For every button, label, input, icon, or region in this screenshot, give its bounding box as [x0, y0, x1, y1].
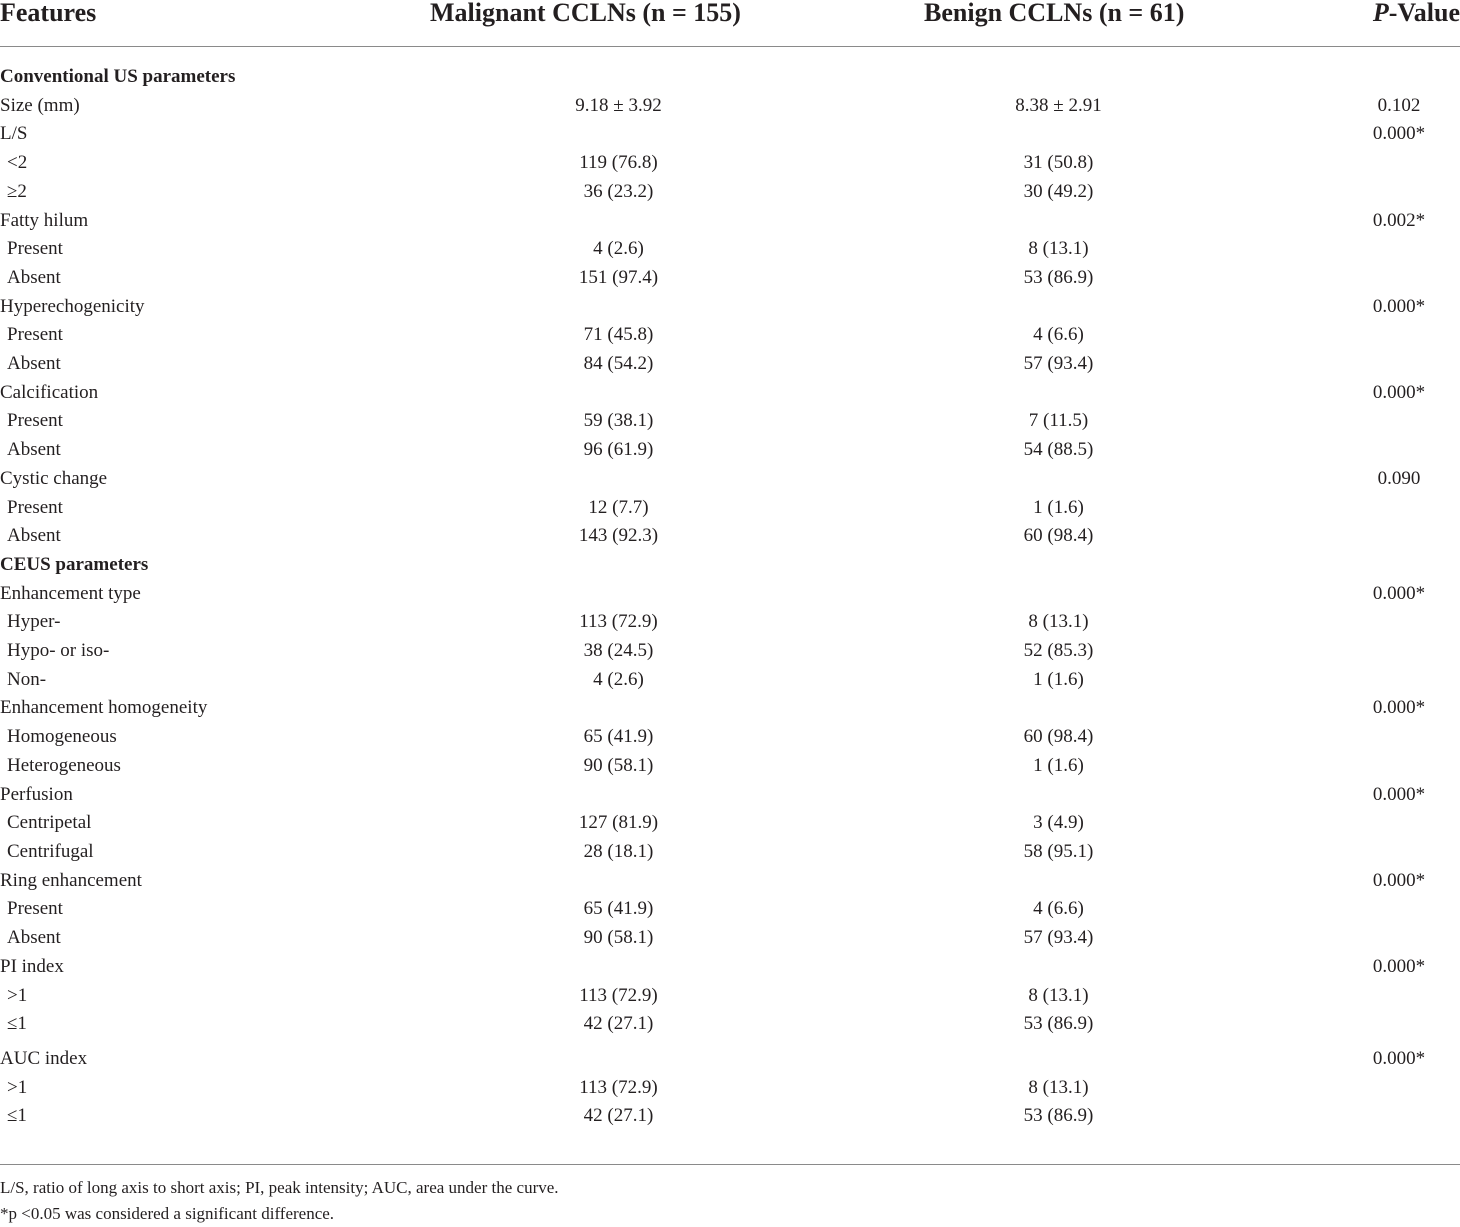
header-p-value	[1320, 0, 1460, 47]
benign-value-cell	[800, 494, 1320, 523]
table-row	[0, 264, 1460, 293]
benign-value: 30 (49.2)	[1023, 180, 1094, 202]
p-value: 0.000*	[1372, 582, 1426, 604]
benign-value-cell	[800, 379, 1320, 408]
feature-label: Centrifugal	[7, 840, 94, 862]
benign-value-cell	[800, 436, 1320, 465]
feature-label: AUC index	[0, 1047, 88, 1069]
table-row	[0, 1045, 1460, 1074]
table-row	[0, 178, 1460, 207]
p-value-cell	[1320, 809, 1460, 838]
table-row	[0, 149, 1460, 178]
malignant-value-cell	[380, 637, 800, 666]
table-row	[0, 235, 1460, 264]
benign-value: 8 (13.1)	[1028, 611, 1089, 633]
table-row	[0, 924, 1460, 953]
benign-value: 7 (11.5)	[1028, 410, 1089, 432]
feature-label: Present	[7, 496, 63, 518]
benign-value-cell	[800, 1074, 1320, 1103]
p-value-cell	[1320, 436, 1460, 465]
p-value: 0.102	[1377, 94, 1421, 116]
malignant-value: 113 (72.9)	[579, 611, 658, 633]
benign-value-cell	[800, 149, 1320, 178]
benign-value: 53 (86.9)	[1023, 1013, 1094, 1035]
feature-label: Hyperechogenicity	[0, 295, 145, 317]
malignant-value-cell	[380, 92, 800, 121]
malignant-value: 4 (2.6)	[593, 668, 644, 690]
section-row	[0, 63, 1460, 92]
benign-value-cell	[800, 781, 1320, 810]
malignant-value-cell	[380, 1045, 800, 1074]
benign-value-cell	[800, 953, 1320, 982]
benign-value: 58 (95.1)	[1023, 840, 1094, 862]
malignant-value: 12 (7.7)	[588, 496, 649, 518]
feature-label: Cystic change	[0, 467, 108, 489]
benign-value-cell	[800, 350, 1320, 379]
p-value-cell	[1320, 350, 1460, 379]
malignant-value-cell	[380, 494, 800, 523]
table-row	[0, 293, 1460, 322]
feature-label: Absent	[7, 439, 61, 461]
table-row	[0, 895, 1460, 924]
benign-value-cell	[800, 264, 1320, 293]
table-row	[0, 666, 1460, 695]
p-value-cell	[1320, 494, 1460, 523]
benign-value-cell	[800, 580, 1320, 609]
malignant-value: 9.18 ± 3.92	[575, 94, 662, 116]
benign-value-cell	[800, 867, 1320, 896]
table-row	[0, 379, 1460, 408]
benign-value: 8 (13.1)	[1028, 984, 1089, 1006]
malignant-value-cell	[380, 694, 800, 723]
benign-value-cell	[800, 92, 1320, 121]
malignant-value: 65 (41.9)	[583, 726, 654, 748]
benign-value: 53 (86.9)	[1023, 266, 1094, 288]
p-value-cell	[1320, 953, 1460, 982]
p-value-cell	[1320, 321, 1460, 350]
malignant-value-cell	[380, 895, 800, 924]
benign-value: 4 (6.6)	[1033, 898, 1084, 920]
benign-value-cell	[800, 407, 1320, 436]
malignant-value-cell	[380, 723, 800, 752]
benign-value: 53 (86.9)	[1023, 1105, 1094, 1127]
malignant-value-cell	[380, 924, 800, 953]
malignant-value-cell	[380, 293, 800, 322]
malignant-value-cell	[380, 264, 800, 293]
benign-value-cell	[800, 838, 1320, 867]
header-features: Features	[0, 0, 380, 47]
section-label: Conventional US parameters	[0, 66, 236, 87]
feature-label: ≤1	[7, 1105, 27, 1127]
table-row	[0, 436, 1460, 465]
malignant-value: 151 (97.4)	[578, 266, 659, 288]
p-value-cell	[1320, 924, 1460, 953]
p-value-cell	[1320, 551, 1460, 580]
malignant-value: 84 (54.2)	[583, 353, 654, 375]
malignant-value: 113 (72.9)	[579, 984, 658, 1006]
p-value-cell	[1320, 92, 1460, 121]
feature-label: Enhancement type	[0, 582, 141, 604]
feature-label: ≤1	[7, 1013, 27, 1035]
p-value: 0.000*	[1372, 783, 1426, 805]
malignant-value-cell	[380, 465, 800, 494]
p-value-cell	[1320, 149, 1460, 178]
benign-value-cell	[800, 1045, 1320, 1074]
benign-value-cell	[800, 465, 1320, 494]
feature-label: Fatty hilum	[0, 209, 89, 231]
feature-label: Present	[7, 410, 63, 432]
header-benign: Benign CCLNs (n = 61)	[800, 0, 1320, 47]
p-value-cell	[1320, 1045, 1460, 1074]
benign-value-cell	[800, 63, 1320, 92]
feature-label: <2	[7, 152, 28, 174]
p-value-cell	[1320, 838, 1460, 867]
p-value-cell	[1320, 407, 1460, 436]
header-p-rest: -Value	[1388, 0, 1460, 27]
p-value-cell	[1320, 1010, 1460, 1039]
p-value-cell	[1320, 293, 1460, 322]
benign-value: 1 (1.6)	[1033, 668, 1084, 690]
p-value-cell	[1320, 264, 1460, 293]
malignant-value-cell	[380, 522, 800, 551]
p-value-cell	[1320, 637, 1460, 666]
benign-value: 3 (4.9)	[1033, 812, 1084, 834]
malignant-value-cell	[380, 608, 800, 637]
footnotes	[0, 1175, 559, 1227]
table-row	[0, 321, 1460, 350]
malignant-value: 96 (61.9)	[583, 439, 654, 461]
p-value: 0.000*	[1372, 123, 1426, 145]
table-row	[0, 694, 1460, 723]
p-value-cell	[1320, 580, 1460, 609]
malignant-value-cell	[380, 436, 800, 465]
p-value-cell	[1320, 867, 1460, 896]
malignant-value: 38 (24.5)	[583, 640, 654, 662]
p-value-cell	[1320, 120, 1460, 149]
malignant-value: 28 (18.1)	[583, 840, 654, 862]
benign-value: 54 (88.5)	[1023, 439, 1094, 461]
malignant-value-cell	[380, 321, 800, 350]
benign-value-cell	[800, 178, 1320, 207]
benign-value-cell	[800, 1102, 1320, 1131]
p-value: 0.000*	[1372, 1047, 1426, 1069]
table-row	[0, 580, 1460, 609]
feature-label: Ring enhancement	[0, 869, 142, 891]
feature-label: Absent	[7, 266, 61, 288]
malignant-value: 119 (76.8)	[579, 152, 658, 174]
p-value-cell	[1320, 63, 1460, 92]
benign-value: 8 (13.1)	[1028, 1076, 1089, 1098]
spacer-row	[0, 47, 1460, 64]
malignant-value-cell	[380, 666, 800, 695]
malignant-value-cell	[380, 235, 800, 264]
p-value-cell	[1320, 608, 1460, 637]
feature-label: Absent	[7, 927, 61, 949]
benign-value: 60 (98.4)	[1023, 726, 1094, 748]
table-row	[0, 1010, 1460, 1039]
benign-value-cell	[800, 321, 1320, 350]
malignant-value-cell	[380, 1102, 800, 1131]
p-value-cell	[1320, 781, 1460, 810]
header-row	[0, 0, 1460, 47]
benign-value-cell	[800, 608, 1320, 637]
table-row	[0, 781, 1460, 810]
benign-value: 57 (93.4)	[1023, 927, 1094, 949]
p-value-cell	[1320, 1102, 1460, 1131]
header-malignant: Malignant CCLNs (n = 155)	[380, 0, 800, 47]
feature-label: Absent	[7, 525, 61, 547]
table-row	[0, 207, 1460, 236]
malignant-value-cell	[380, 551, 800, 580]
malignant-value-cell	[380, 752, 800, 781]
section-row	[0, 551, 1460, 580]
malignant-value-cell	[380, 407, 800, 436]
benign-value-cell	[800, 666, 1320, 695]
malignant-value-cell	[380, 982, 800, 1011]
table-row	[0, 982, 1460, 1011]
malignant-value-cell	[380, 1010, 800, 1039]
benign-value: 4 (6.6)	[1033, 324, 1084, 346]
table-row	[0, 1102, 1460, 1131]
benign-value-cell	[800, 207, 1320, 236]
malignant-value: 59 (38.1)	[583, 410, 654, 432]
table-row	[0, 867, 1460, 896]
p-value: 0.000*	[1372, 697, 1426, 719]
table-row	[0, 120, 1460, 149]
p-value: 0.000*	[1372, 869, 1426, 891]
benign-value-cell	[800, 723, 1320, 752]
section-label: CEUS parameters	[0, 553, 149, 575]
table-row	[0, 350, 1460, 379]
malignant-value-cell	[380, 809, 800, 838]
p-value-cell	[1320, 522, 1460, 551]
p-value-cell	[1320, 694, 1460, 723]
benign-value-cell	[800, 924, 1320, 953]
feature-label: >1	[7, 984, 28, 1006]
feature-label: Centripetal	[7, 812, 92, 834]
malignant-value: 71 (45.8)	[583, 324, 654, 346]
malignant-value-cell	[380, 63, 800, 92]
table-header	[0, 0, 1460, 47]
benign-value: 52 (85.3)	[1023, 640, 1094, 662]
malignant-value: 65 (41.9)	[583, 898, 654, 920]
malignant-value: 90 (58.1)	[583, 754, 654, 776]
p-value-cell	[1320, 752, 1460, 781]
malignant-value: 90 (58.1)	[583, 927, 654, 949]
feature-label: Size (mm)	[0, 94, 80, 116]
p-value-cell	[1320, 666, 1460, 695]
benign-value: 57 (93.4)	[1023, 353, 1094, 375]
feature-label: PI index	[0, 955, 64, 977]
malignant-value: 113 (72.9)	[579, 1076, 658, 1098]
feature-label: Present	[7, 238, 63, 260]
feature-label: Hypo- or iso-	[7, 640, 110, 662]
table-row	[0, 752, 1460, 781]
table-row	[0, 838, 1460, 867]
table-row	[0, 637, 1460, 666]
p-value-cell	[1320, 465, 1460, 494]
feature-label: Hyper-	[7, 611, 61, 633]
benign-value: 60 (98.4)	[1023, 525, 1094, 547]
footnote-significance: *p <0.05 was considered a significant difference.	[0, 1204, 335, 1223]
benign-value-cell	[800, 809, 1320, 838]
p-value: 0.000*	[1372, 955, 1426, 977]
p-value: 0.000*	[1372, 295, 1426, 317]
feature-label: Absent	[7, 353, 61, 375]
table-row	[0, 608, 1460, 637]
benign-value-cell	[800, 752, 1320, 781]
malignant-value-cell	[380, 350, 800, 379]
benign-value: 8 (13.1)	[1028, 238, 1089, 260]
feature-label: Heterogeneous	[7, 754, 121, 776]
benign-value: 31 (50.8)	[1023, 152, 1094, 174]
feature-label: L/S	[0, 123, 28, 145]
benign-value-cell	[800, 551, 1320, 580]
table-row	[0, 407, 1460, 436]
p-value: 0.002*	[1372, 209, 1426, 231]
table-row	[0, 953, 1460, 982]
feature-label: Perfusion	[0, 783, 73, 805]
malignant-value-cell	[380, 1074, 800, 1103]
feature-label: Enhancement homogeneity	[0, 697, 208, 719]
p-value-cell	[1320, 723, 1460, 752]
header-p-italic: P	[1372, 0, 1389, 27]
feature-label: Present	[7, 324, 63, 346]
footnote-abbreviations: L/S, ratio of long axis to short axis; PI, peak intensity; AUC, area under the curve.	[0, 1178, 559, 1197]
table-row	[0, 465, 1460, 494]
feature-label: ≥2	[7, 180, 27, 202]
feature-label: Calcification	[0, 381, 99, 403]
table-body	[0, 47, 1460, 1152]
benign-value: 1 (1.6)	[1033, 496, 1084, 518]
benign-value-cell	[800, 895, 1320, 924]
malignant-value-cell	[380, 379, 800, 408]
benign-value-cell	[800, 982, 1320, 1011]
spacer-row	[0, 1131, 1460, 1151]
table-row	[0, 809, 1460, 838]
malignant-value-cell	[380, 149, 800, 178]
malignant-value: 42 (27.1)	[583, 1013, 654, 1035]
table-row	[0, 1074, 1460, 1103]
benign-value-cell	[800, 637, 1320, 666]
malignant-value-cell	[380, 120, 800, 149]
benign-value-cell	[800, 694, 1320, 723]
feature-label: Non-	[7, 668, 47, 690]
benign-value: 1 (1.6)	[1033, 754, 1084, 776]
malignant-value: 42 (27.1)	[583, 1105, 654, 1127]
table-row	[0, 723, 1460, 752]
p-value-cell	[1320, 379, 1460, 408]
benign-value-cell	[800, 120, 1320, 149]
p-value-cell	[1320, 207, 1460, 236]
p-value-cell	[1320, 982, 1460, 1011]
benign-value-cell	[800, 293, 1320, 322]
benign-value: 8.38 ± 2.91	[1015, 94, 1102, 116]
feature-label: >1	[7, 1076, 28, 1098]
malignant-value-cell	[380, 781, 800, 810]
p-value-cell	[1320, 235, 1460, 264]
malignant-value: 36 (23.2)	[583, 180, 654, 202]
malignant-value-cell	[380, 953, 800, 982]
p-value-cell	[1320, 895, 1460, 924]
malignant-value: 143 (92.3)	[578, 525, 659, 547]
feature-label: Present	[7, 898, 63, 920]
table-row	[0, 494, 1460, 523]
benign-value-cell	[800, 1010, 1320, 1039]
malignant-value-cell	[380, 838, 800, 867]
malignant-value: 127 (81.9)	[578, 812, 659, 834]
malignant-value-cell	[380, 207, 800, 236]
p-value-cell	[1320, 178, 1460, 207]
malignant-value-cell	[380, 867, 800, 896]
malignant-value-cell	[380, 580, 800, 609]
table-row	[0, 522, 1460, 551]
feature-label: Homogeneous	[7, 726, 117, 748]
benign-value-cell	[800, 235, 1320, 264]
p-value: 0.090	[1377, 467, 1421, 489]
p-value-cell	[1320, 1074, 1460, 1103]
benign-value-cell	[800, 522, 1320, 551]
malignant-value-cell	[380, 178, 800, 207]
footer-divider	[0, 1164, 1460, 1165]
malignant-value: 4 (2.6)	[593, 238, 644, 260]
p-value: 0.000*	[1372, 381, 1426, 403]
table-row	[0, 92, 1460, 121]
